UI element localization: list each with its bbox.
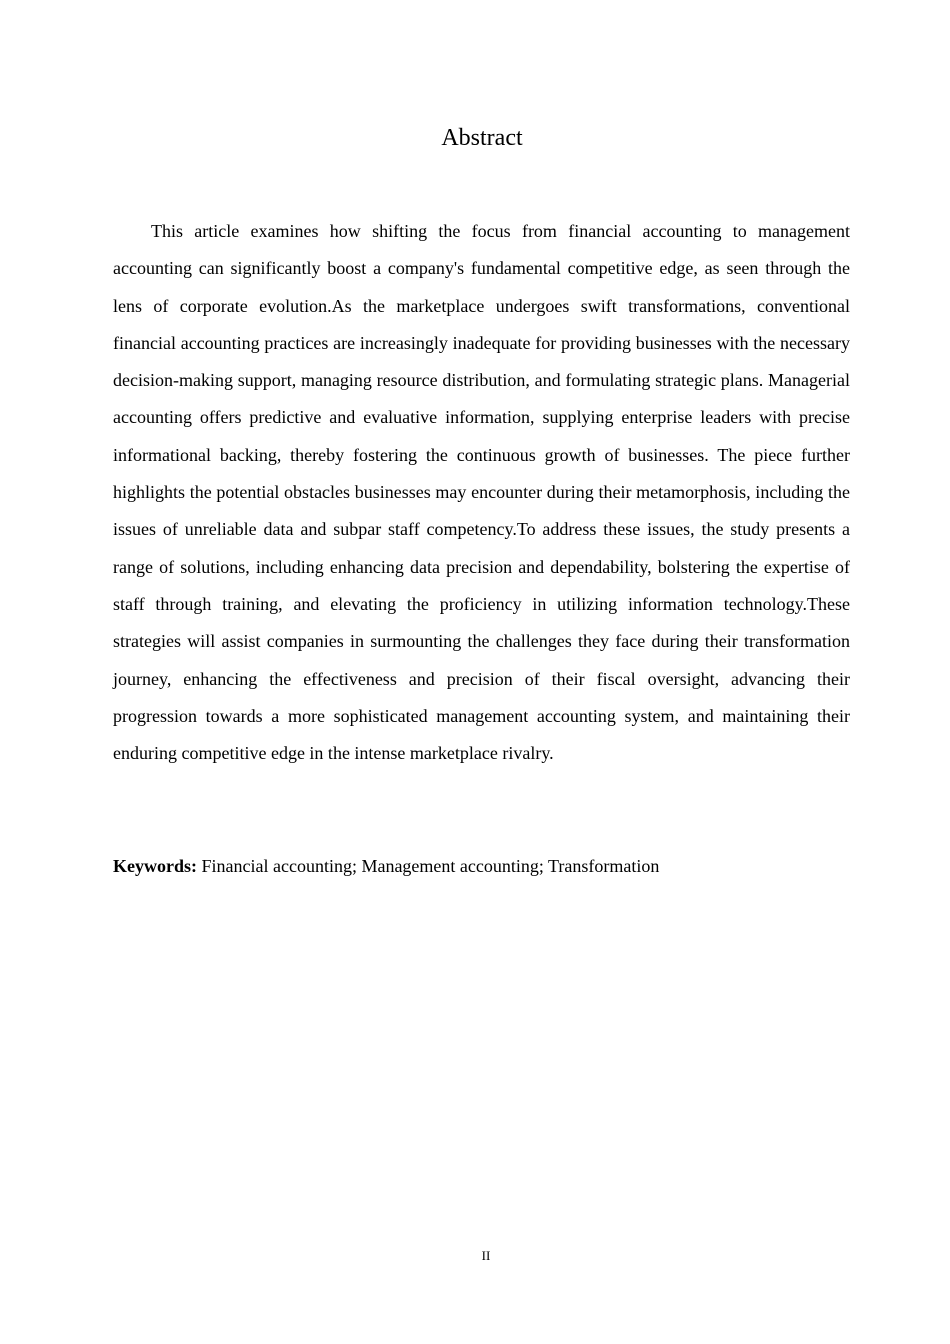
keywords-label: Keywords: — [113, 856, 197, 876]
page-number: II — [481, 1248, 491, 1263]
abstract-paragraph: This article examines how shifting the focus from financial accounting to management accounting can significantly boost a company's fundamental competitive edge, as seen through the lens of corporate evolution.As the marketplace undergoes swift transformations, conventional financial accounting practices are increasingly inadequate for providing businesses with the necessary decision-making support, managing resource distribution, and formulating strategic plans. Managerial accounting offers predictive and evaluative information, supplying enterprise leaders with precise informational backing, thereby fostering the continuous growth of businesses. The piece further highlights the potential obstacles businesses may encounter during their metamorphosis, including the issues of unreliable data and subpar staff competency.To address these issues, the study presents a range of solutions, including enhancing data precision and dependability, bolstering the expertise of staff through training, and elevating the proficiency in utilizing information technology.These strategies will assist companies in surmounting the challenges they face during their transformation journey, enhancing the effectiveness and precision of their fiscal oversight, advancing their progression towards a more sophisticated management accounting system, and maintaining their enduring competitive edge in the intense marketplace rivalry. — [113, 221, 850, 764]
abstract-title: Abstract — [441, 125, 523, 151]
keywords-line — [113, 851, 850, 881]
keywords-text: Financial accounting; Management accounting; Transformation — [201, 856, 660, 876]
